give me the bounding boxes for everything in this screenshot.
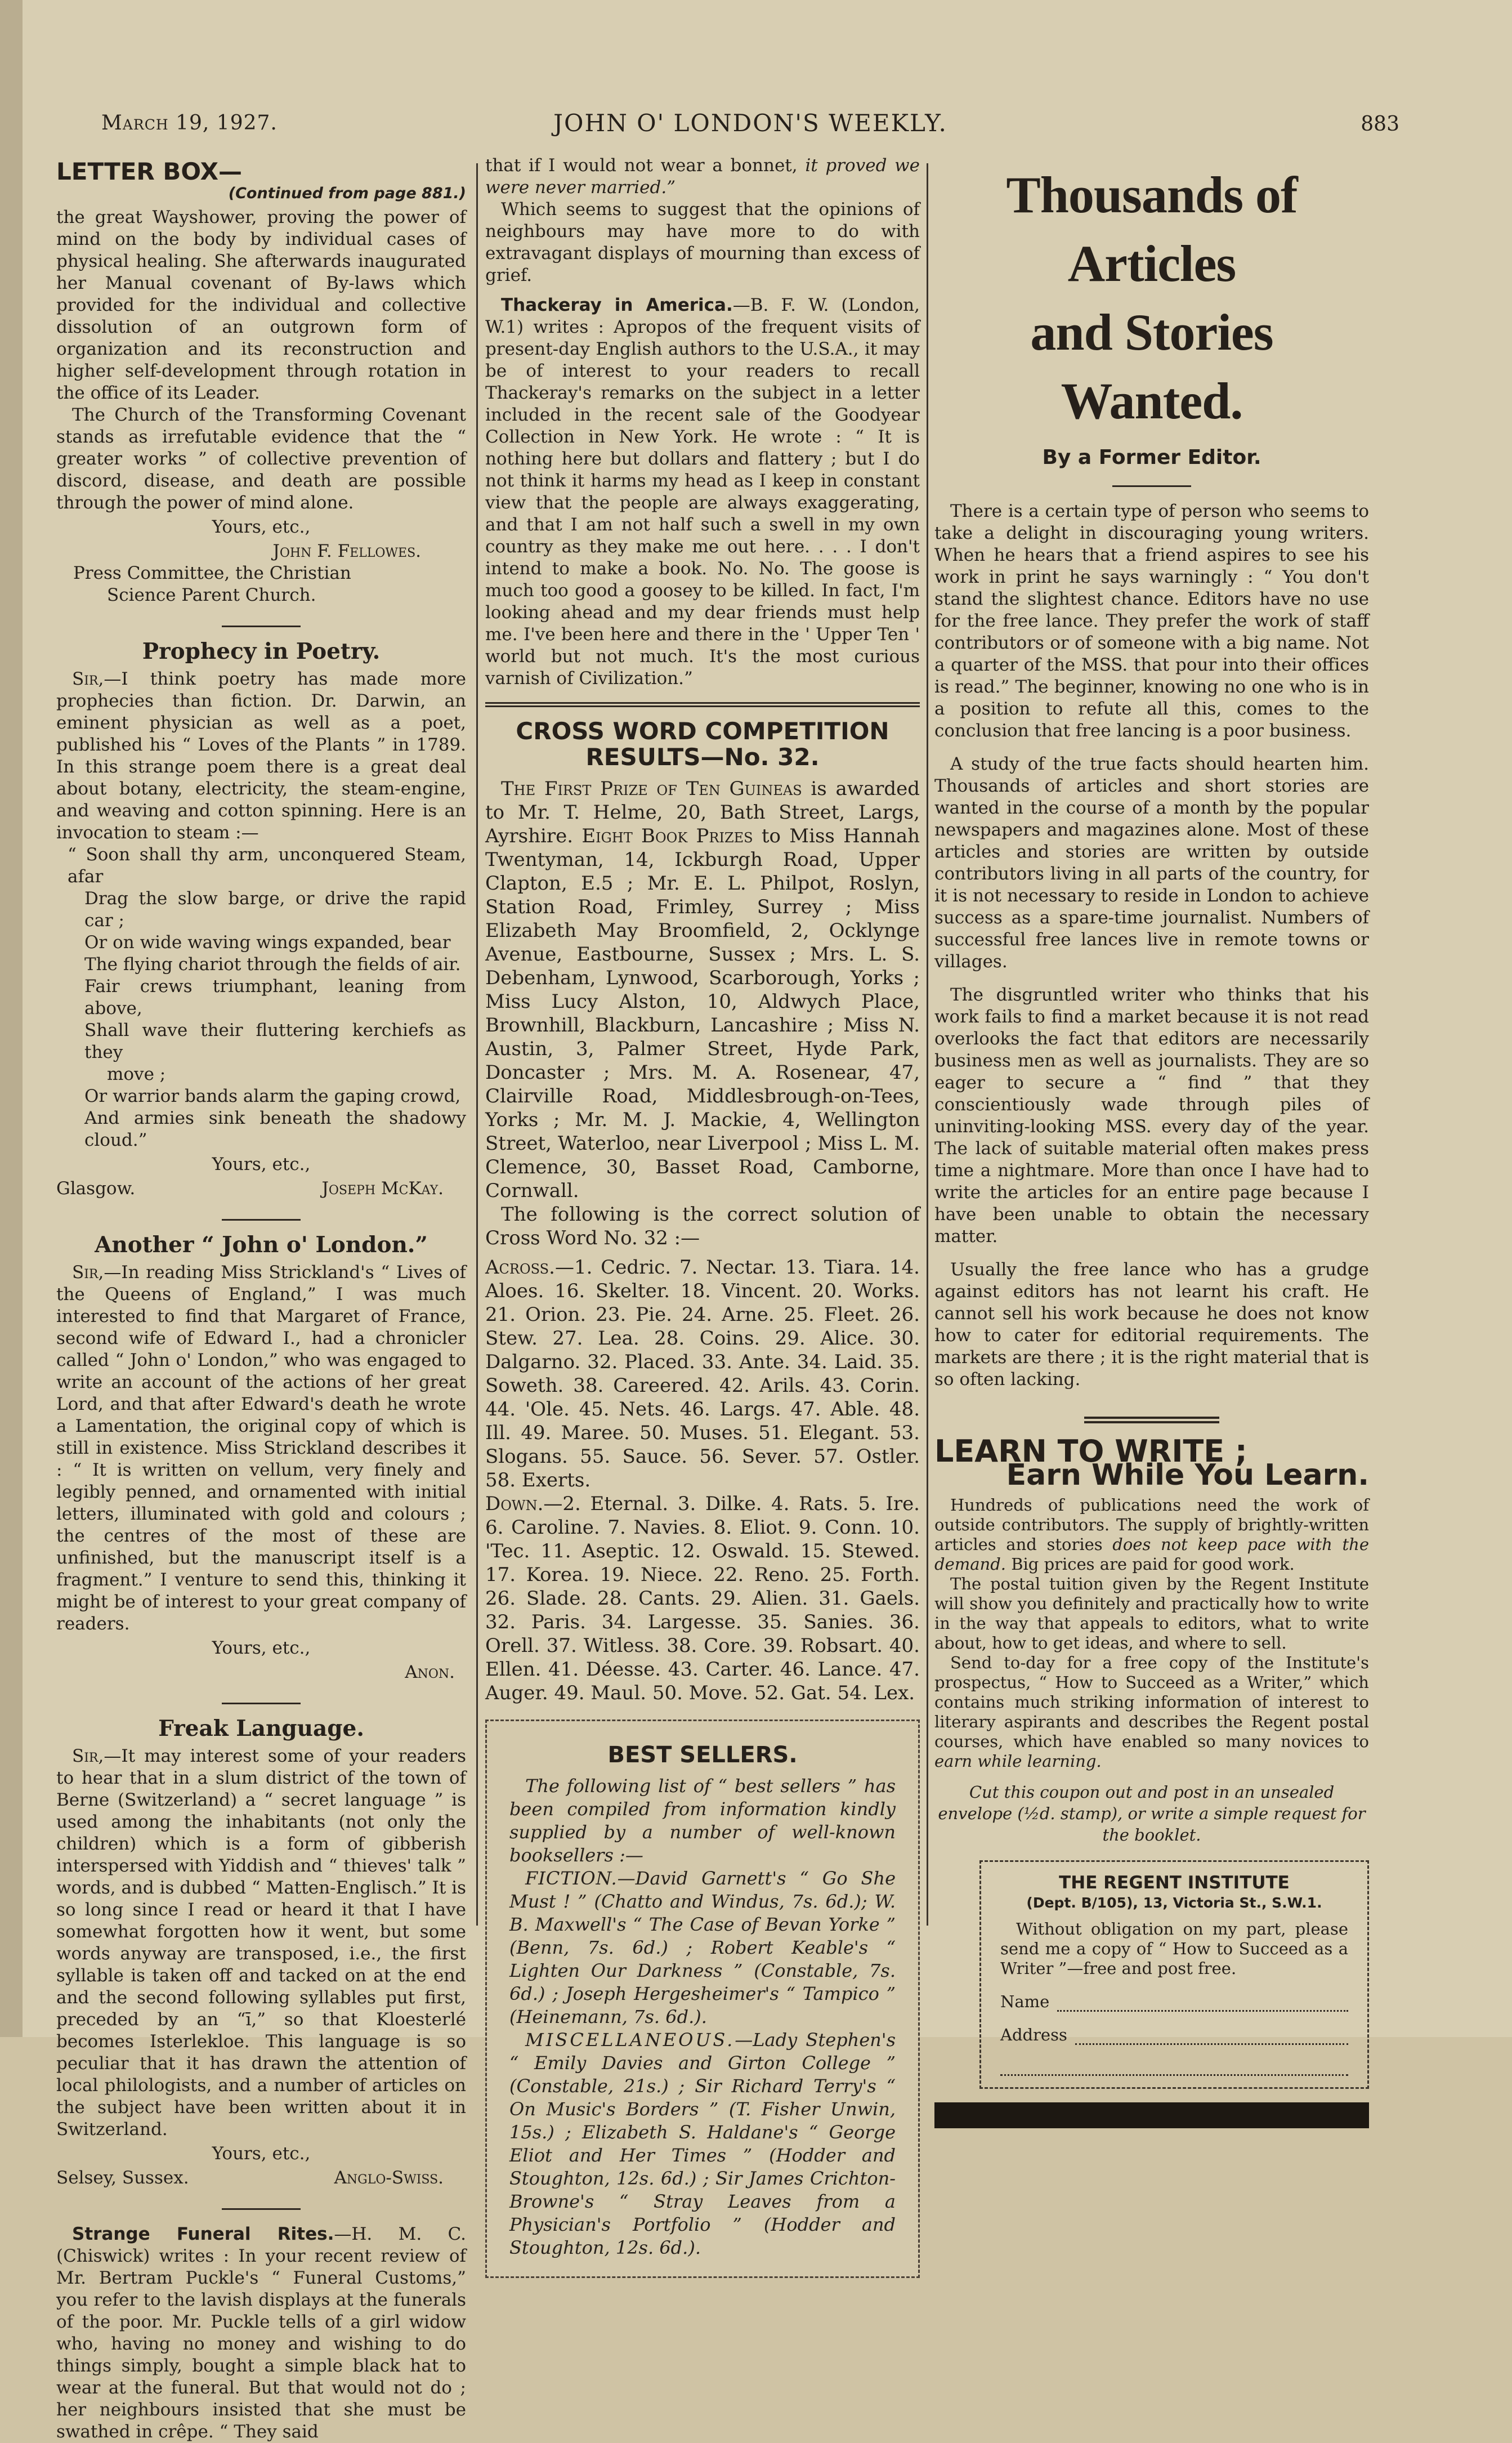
- bs-para: The following list of “ best sellers ” has been compiled from information kindly supplied by a number of well-known booksellers :—: [509, 1775, 896, 1866]
- column-1: [56, 155, 466, 2443]
- learn-para: [934, 1653, 1369, 1771]
- crossword-para: [485, 777, 920, 1203]
- verse-line: move ;: [107, 1064, 166, 1084]
- issue-date: March 19, 1927.: [101, 111, 278, 135]
- bs-para: [509, 1867, 896, 2029]
- separator: [222, 626, 301, 627]
- name-line[interactable]: [1057, 1994, 1348, 2012]
- separator: [222, 1703, 301, 1704]
- verse-line: And armies sink beneath the shadowy cloud.”: [84, 1108, 466, 1150]
- learn-text: Big prices are paid for good work.: [1005, 1555, 1295, 1574]
- verse-line: The flying chariot through the fields of air.: [84, 954, 461, 975]
- learn-subheadline: Earn While You Learn.: [1006, 1458, 1369, 1492]
- institute-name: THE REGENT INSTITUTE: [1059, 1873, 1290, 1893]
- verse: [56, 844, 466, 1151]
- italic-text: it proved we were never married.”: [485, 155, 920, 198]
- verse-line: Drag the slow barge, or drive the rapid car ;: [84, 888, 466, 931]
- bs-text: —David Garnett's “ Go She Must ! ” (Chatto and Windus, 7s. 6d.); W. B. Maxwell's “ The Case of Bevan Yorke ” (Benn, 7s. 6d.) ; Robert Keable's “ Lighten Our Darkness ” (Constable, 7s. 6d.) ; Joseph Hergesheimer's “ Tampico ” (Heinemann, 7s. 6d.).: [509, 1868, 896, 2027]
- org-line: Science Parent Church.: [107, 585, 316, 605]
- double-rule: [485, 702, 920, 707]
- place: Selsey, Sussex.: [56, 2168, 189, 2188]
- letter-para: [56, 1745, 466, 2141]
- learn-para: [934, 1495, 1369, 1574]
- verse-line: “ Soon shall thy arm, unconquered Steam, afar: [68, 845, 466, 887]
- ad-para: There is a certain type of person who seems to take a delight in discouraging young writers. When he hears that a friend aspires to see his work in print he says warningly : “ You don't stand the slightest chance. Editors have no use for the free lance. They prefer the work of staff contributors or of someone with a big name. Not a quarter of the MSS. that pour into their offices is read.” The beginner, knowing no one who is in a position to refute all this, comes to the conclusion that free lancing is a poor business.: [934, 501, 1369, 741]
- ad-byline: By a Former Editor.: [1042, 446, 1262, 469]
- headline-line: and Stories: [1030, 303, 1273, 361]
- signoff: Yours, etc.,: [212, 2143, 311, 2164]
- crossword-results: [485, 718, 920, 1705]
- salutation: Sir,: [72, 1746, 104, 1766]
- address-label: Address: [1000, 2025, 1067, 2044]
- bs-label: MISCELLANEOUS.: [525, 2029, 735, 2051]
- prize-lead: Eight Book Prizes: [581, 825, 753, 847]
- scan-edge: [0, 0, 23, 2037]
- letter-para: The Church of the Transforming Covenant stands as irrefutable evidence that the “ greater works ” of collective prevention of discord, disease, and death are possible through the power of mind alone.: [56, 405, 466, 513]
- ad-para: The disgruntled writer who thinks that his work fails to find a market because it is not read overlooks the fact that editors are necessarily business men as well as journalists. They are so eager to secure a “ find ” that they conscientiously wade through piles of uninviting-looking MSS. every day of the year. The lack of suitable material often makes press time a nightmare. More than once I have had to write the articles for an entire page because I have been unable to obtain the necessary matter.: [934, 985, 1369, 1247]
- letter-para: [485, 294, 920, 690]
- address-field-2[interactable]: [1000, 2058, 1348, 2076]
- crossword-solution-across: [485, 1256, 920, 1492]
- ad-para: A study of the true facts should hearten him. Thousands of articles and short stories are wanted in the course of a month by the popular newspapers and magazines alone. Most of these articles and stories are written by outside contributors living in all parts of the country, for it is not necessary to reside in London to achieve success as a spare-time journalist. Numbers of successful free lances live in remote towns or villages.: [934, 754, 1369, 972]
- column-rule-2: [927, 163, 928, 1926]
- crossword-text: is awarded to Mr. T. Helme, 20, Bath Street, Largs, Ayrshire.: [485, 778, 920, 847]
- verse-line: Shall wave their fluttering kerchiefs as they: [84, 1020, 466, 1062]
- signature: Anglo-Swiss.: [334, 2168, 444, 2188]
- column-rule-1: [476, 163, 478, 1926]
- signature: Joseph McKay.: [321, 1178, 444, 1199]
- salutation: Sir,: [72, 1262, 104, 1283]
- letter-para: the great Wayshower, proving the power of mind on the body by individual cases of physical healing. She afterwards inaugurated her Manual covenant of By-laws which provided for the individual and collective dissolution of an outgrown form of organization and its reconstruction and higher self-development through rotation in the office of its Leader.: [56, 207, 466, 403]
- letter-para: [56, 1262, 466, 1635]
- learn-text: Send to-day for a free copy of the Institute's prospectus, “ How to Succeed as a Writer,” which contains much striking information of interest to literary aspirants and describes the Regent postal courses, which have enabled so many novices to: [934, 1653, 1369, 1751]
- ad-headline: [934, 160, 1369, 435]
- verse-line: Or warrior bands alarm the gaping crowd,: [84, 1086, 461, 1106]
- letter-para: [56, 2223, 466, 2443]
- letter-text: —In reading Miss Strickland's “ Lives of the Queens of England,” I was much interested to find that Margaret of France, second wife of Edward I., had a chronicler called “ John o' London,” who was engaged to write an account of the actions of her great Lord, and that after Edward's death he wrote a Lamentation, the original copy of which is still in existence. Miss Strickland describes it : “ It is written on vellum, very finely and legibly penned, and ornamented with initial letters, illuminated with gold and colours ; the centres of the most of these are unfinished, but the manuscript itself is a fragment.” I venture to send this, thinking it might be of interest to your great company of readers.: [56, 1262, 466, 1634]
- coupon-text: Without obligation on my part, please send me a copy of “ How to Succeed as a Writer ”—free and post free.: [1000, 1919, 1348, 1978]
- run-in-heading: Strange Funeral Rites.: [72, 2224, 334, 2244]
- coupon: [979, 1860, 1369, 2089]
- salutation: Sir,: [72, 669, 104, 689]
- org-line: Press Committee, the Christian: [73, 563, 351, 583]
- crossword-solution-down: [485, 1492, 920, 1705]
- column-2: [485, 155, 920, 2278]
- best-sellers-heading: BEST SELLERS.: [607, 1742, 798, 1768]
- across-label: Across.: [485, 1256, 555, 1279]
- place: Glasgow.: [56, 1178, 136, 1199]
- column-3: [934, 155, 1369, 2128]
- letter-text: —B. F. W. (London, W.1) writes : Apropos of the frequent visits of present-day English authors to the U.S.A., it may be of interest to your readers to recall Thackeray's remarks on the subject in a letter included in the recent sale of the Goodyear Collection in New York. He wrote : “ It is nothing here but dollars and flattery ; but I do not think it harms my head as I keep in constant view that the people are always exaggerating, and that I am not half such a swell in my own country as they make me out here. . . . I don't intend to make a book. No. No. The goose is much too good a goosey to be killed. In fact, I'm looking ahead and my dear friends must help me. I've been here and there in the ' Upper Ten ' world but not much. It's the most curious varnish of Civilization.”: [485, 295, 920, 689]
- learn-italic: earn while learning.: [934, 1752, 1102, 1771]
- address-line-2[interactable]: [1000, 2058, 1348, 2076]
- signature-row: [56, 1178, 466, 1200]
- bs-para: [509, 2029, 896, 2259]
- verse-line: Or on wide waving wings expanded, bear: [84, 932, 451, 953]
- crossword-heading: [485, 718, 920, 770]
- verse-line: Fair crews triumphant, leaning from above,: [84, 976, 466, 1019]
- signoff: Yours, etc.,: [212, 517, 311, 537]
- publication-title: JOHN O' LONDON'S WEEKLY.: [553, 109, 947, 137]
- ad-body: [934, 501, 1369, 1391]
- crossword-para: The following is the correct solution of Cross Word No. 32 :—: [485, 1203, 920, 1249]
- page-number: 883: [1361, 113, 1399, 136]
- coupon-instructions: Cut this coupon out and post in an unsealed envelope (½d. stamp), or write a simple request for the booklet.: [938, 1783, 1366, 1844]
- letter-para: [485, 155, 920, 199]
- learn-headline: LEARN TO WRITE ;: [934, 1433, 1247, 1469]
- learn-body: [934, 1495, 1369, 1771]
- letter-text: —H. M. C. (Chiswick) writes : In your recent review of Mr. Bertram Puckle's “ Funeral Customs,” you refer to the lavish displays at the funerals of the poor. Mr. Puckle tells of a girl widow who, having no money and wishing to do things simply, bought a simple black hat to wear at the funeral. But that would not do ; her neighbours insisted that she must be swathed in crêpe. “ They said: [56, 2224, 466, 2442]
- letter-text: —It may interest some of your readers to hear that in a slum district of the town of Berne (Switzerland) a “ secret language ” is used among the inhabitants (not only the children) which is a form of gibberish interspersed with Yiddish and “ thieves' talk ” words, and is dubbed “ Matten-Englisch.” It is so long since I read or heard it that I have somewhat forgotten how it went, but some words anyway are transposed, i.e., the first syllable is taken off and tacked on at the end and the second following syllables put first, preceded by an “ī,” so that Kloesterlé becomes Isterlekloe. This language is so peculiar that it has drawn the attention of local philologists, and a number of articles on the subject have been written about it in Switzerland.: [56, 1746, 466, 2140]
- subheading-freak: Freak Language.: [158, 1716, 364, 1741]
- separator: [222, 2208, 301, 2210]
- down-text: —2. Eternal. 3. Dilke. 4. Rats. 5. Ire. 6. Caroline. 7. Navies. 8. Eliot. 9. Conn. 10. 'Tec. 11. Aseptic. 12. Oswald. 15. Stewed. 17. Korea. 19. Niece. 22. Reno. 25. Forth. 26. Slade. 28. Cants. 29. Alien. 31. Gaels. 32. Paris. 34. Largesse. 35. Sanies. 36. Orell. 37. Witless. 38. Core. 39. Robsart. 40. Ellen. 41. Déesse. 43. Carter. 46. Lance. 47. Auger. 49. Maul. 50. Move. 52. Gat. 54. Lex.: [485, 1493, 920, 1704]
- learn-text: Hundreds of publications need the work of outside contributors. The supply of brightly-written articles and stories: [934, 1495, 1369, 1554]
- prize-lead: The First Prize of Ten Guineas: [501, 778, 802, 800]
- subheading-another: Another “ John o' London.”: [95, 1232, 428, 1258]
- subheading-prophecy: Prophecy in Poetry.: [142, 638, 381, 664]
- separator: [222, 1219, 301, 1221]
- address-field[interactable]: [1000, 2025, 1348, 2045]
- bs-text: —Lady Stephen's “ Emily Davies and Girton College ” (Constable, 21s.) ; Sir Richard Terry's “ On Music's Borders ” (T. Fisher Unwin, 15s.) ; Elizabeth S. Haldane's “ George Eliot and Her Times ” (Hodder and Stoughton, 12s. 6d.) ; Sir James Crichton-Browne's “ Stray Leaves from a Physician's Portfolio ” (Hodder and Stoughton, 12s. 6d.).: [509, 2029, 896, 2258]
- signoff: Yours, etc.,: [212, 1154, 311, 1174]
- learn-para: The postal tuition given by the Regent Institute will show you definitely and practically how to write in the way that appeals to editors, what to write about, how to get ideas, and where to sell.: [934, 1574, 1369, 1653]
- headline-line: Wanted.: [1061, 372, 1243, 430]
- running-header: [101, 107, 1399, 146]
- signature-row: [56, 2167, 466, 2189]
- letter-text: that if I would not wear a bonnet,: [485, 155, 806, 176]
- continued-note: (Continued from page 881.): [228, 185, 466, 202]
- crossword-title-line: CROSS WORD COMPETITION: [516, 717, 889, 745]
- crossword-text: to Miss Hannah Twentyman, 14, Ickburgh Road, Upper Clapton, E.5 ; Mr. E. L. Philpot, Roslyn, Station Road, Frimley, Surrey ; Miss Elizabeth May Broomfield, 2, Ocklynge Avenue, Eastbourne, Sussex ; Mrs. L. S. Debenham, Lynwood, Scarborough, Yorks ; Miss Lucy Alston, 10, Aldwych Place, Brownhill, Blackburn, Lancashire ; Miss N. Austin, 3, Palmer Street, Hyde Park, Doncaster ; Mrs. M. A. Rosenear, 47, Clairville Road, Middlesbrough-on-Tees, Yorks ; Mr. M. J. Mackie, 4, Wellington Street, Waterloo, near Liverpool ; Miss L. M. Clemence, 30, Basset Road, Camborne, Cornwall.: [485, 825, 920, 1202]
- address-line[interactable]: [1075, 2027, 1348, 2045]
- signature: John F. Fellowes.: [272, 541, 421, 561]
- headline-line: Thousands of Articles: [1006, 166, 1298, 292]
- letter-para: Which seems to suggest that the opinions of neighbours may have more to do with extravagant displays of mourning than excess of grief.: [485, 199, 920, 285]
- black-bar: [934, 2102, 1369, 2128]
- across-text: —1. Cedric. 7. Nectar. 13. Tiara. 14. Aloes. 16. Skelter. 18. Vincent. 20. Works. 21. Orion. 23. Pie. 24. Arne. 25. Fleet. 26. Stew. 27. Lea. 28. Coins. 29. Alice. 30. Dalgarno. 32. Placed. 33. Ante. 34. Laid. 35. Soweth. 38. Careered. 42. Arils. 43. Corin. 44. 'Ole. 45. Nets. 46. Largs. 47. Able. 48. Ill. 49. Maree. 50. Muses. 51. Elegant. 53. Slogans. 55. Sauce. 56. Sever. 57. Ostler. 58. Exerts.: [485, 1256, 920, 1491]
- crossword-title-line: RESULTS—No. 32.: [585, 743, 820, 771]
- double-rule: [1084, 1417, 1219, 1423]
- name-label: Name: [1000, 1992, 1050, 2011]
- down-label: Down.: [485, 1493, 544, 1515]
- letter-box-heading: LETTER BOX—: [56, 158, 242, 185]
- signoff: Yours, etc.,: [212, 1638, 311, 1658]
- run-in-heading: Thackeray in America.: [501, 295, 733, 315]
- name-field[interactable]: [1000, 1992, 1348, 2012]
- bs-label: FICTION.: [525, 1868, 618, 1889]
- learn-italic: does not keep pace with the demand.: [934, 1535, 1369, 1574]
- ad-para: Usually the free lance who has a grudge against editors has not learnt his craft. He cannot sell his work because he does not know how to cater for editorial requirements. The markets are there ; it is the right material that is so often lacking.: [934, 1260, 1369, 1390]
- institute-address: (Dept. B/105), 13, Victoria St., S.W.1.: [1026, 1895, 1322, 1911]
- separator: [1112, 485, 1191, 487]
- signature: Anon.: [405, 1662, 455, 1682]
- best-sellers-box: [485, 1720, 920, 2278]
- letter-text: —I think poetry has made more prophecies than fiction. Dr. Darwin, an eminent physician as well as a poet, published his “ Loves of the Plants ” in 1789. In this strange poem there is a great deal about botany, electricity, the steam-engine, and weaving and cotton spinning. Here is an invocation to steam :—: [56, 669, 466, 843]
- letter-para: [56, 668, 466, 844]
